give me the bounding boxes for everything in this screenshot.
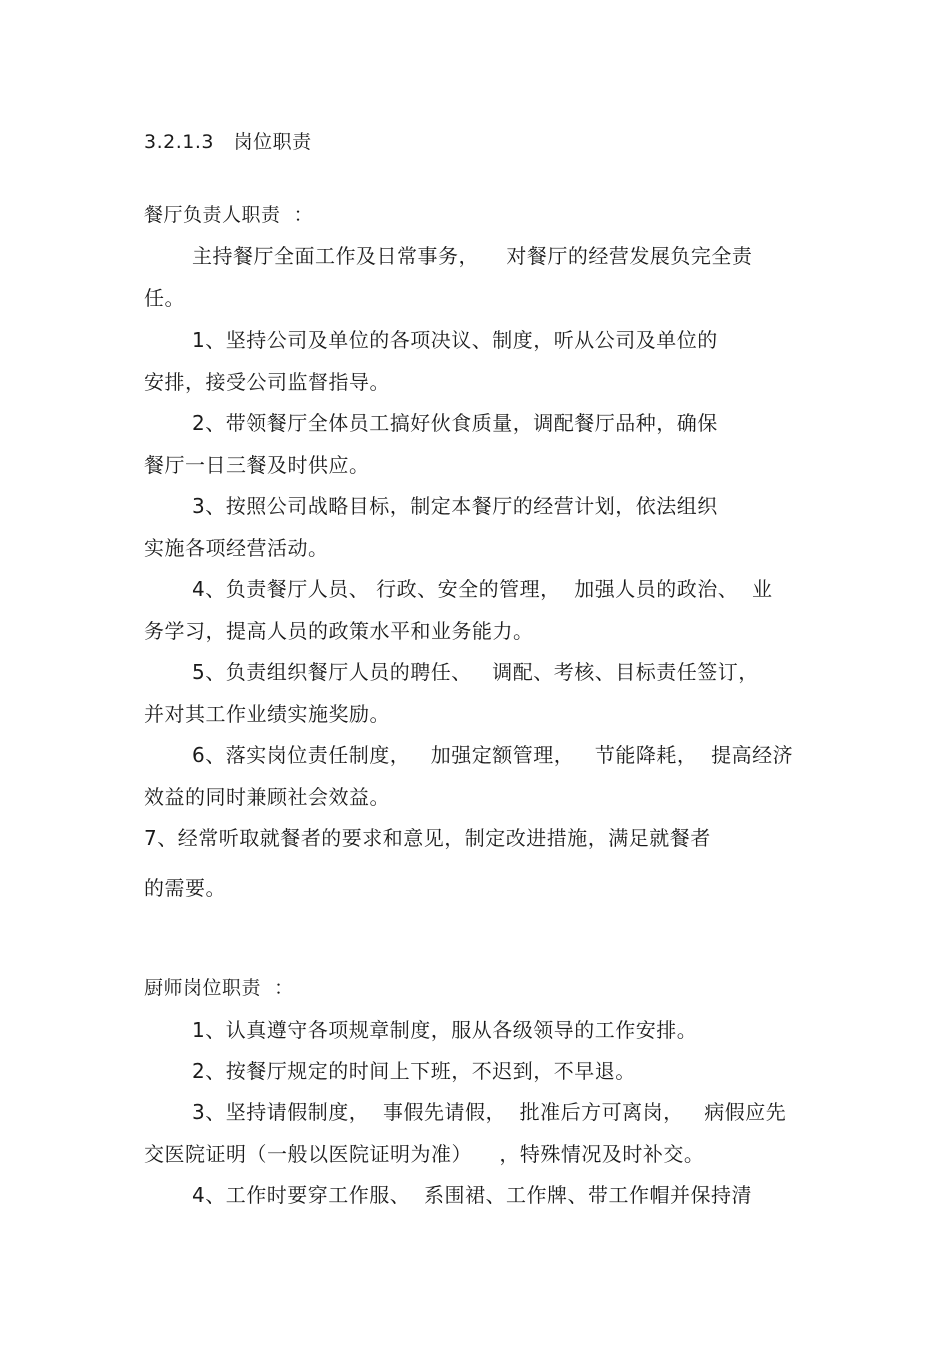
manager-item-3-line-2: 实施各项经营活动。 [144,536,329,560]
manager-item-2-line-2: 餐厅一日三餐及时供应。 [144,453,370,477]
section-heading [144,128,312,156]
chef-item-3-line-1: 3、坚持请假制度， 事假先请假， 批准后方可离岗， 病假应先 [192,1100,787,1124]
chef-item-1-line-1: 1、认真遵守各项规章制度，服从各级领导的工作安排。 [192,1018,698,1042]
manager-item-3-line-1: 3、按照公司战略目标，制定本餐厅的经营计划，依法组织 [192,494,718,518]
manager-item-4-line-1: 4、负责餐厅人员、 行政、安全的管理， 加强人员的政治、 业 [192,577,773,601]
section-title: 岗位职责 [233,131,312,153]
manager-item-6-line-1: 6、落实岗位责任制度， 加强定额管理， 节能降耗， 提高经济 [192,743,794,767]
manager-item-2-line-1: 2、带领餐厅全体员工搞好伙食质量，调配餐厅品种，确保 [192,411,718,435]
manager-item-1-line-2: 安排，接受公司监督指导。 [144,370,390,394]
manager-item-6-line-2: 效益的同时兼顾社会效益。 [144,785,390,809]
manager-heading: 餐厅负责人职责 ： [144,204,314,226]
manager-item-4-line-2: 务学习，提高人员的政策水平和业务能力。 [144,619,534,643]
chef-item-3-line-2: 交医院证明（一般以医院证明为准） ，特殊情况及时补交。 [144,1142,705,1166]
manager-item-7-line-1: 7、经常听取就餐者的要求和意见，制定改进措施，满足就餐者 [144,826,711,850]
chef-item-4-line-1: 4、工作时要穿工作服、 系围裙、工作牌、带工作帽并保持清 [192,1183,752,1207]
manager-item-7-line-2: 的需要。 [144,876,226,900]
manager-intro-line-2: 任。 [144,286,185,310]
chef-heading: 厨师岗位职责 ： [144,977,294,999]
manager-item-5-line-1: 5、负责组织餐厅人员的聘任、 调配、考核、目标责任签订， [192,660,759,684]
manager-intro-line-1: 主持餐厅全面工作及日常事务， 对餐厅的经营发展负完全责 [192,244,753,268]
manager-item-1-line-1: 1、坚持公司及单位的各项决议、制度，听从公司及单位的 [192,328,718,352]
chef-item-2-line-1: 2、按餐厅规定的时间上下班，不迟到，不早退。 [192,1059,636,1083]
section-number: 3.2.1.3 [144,131,214,153]
manager-item-5-line-2: 并对其工作业绩实施奖励。 [144,702,390,726]
